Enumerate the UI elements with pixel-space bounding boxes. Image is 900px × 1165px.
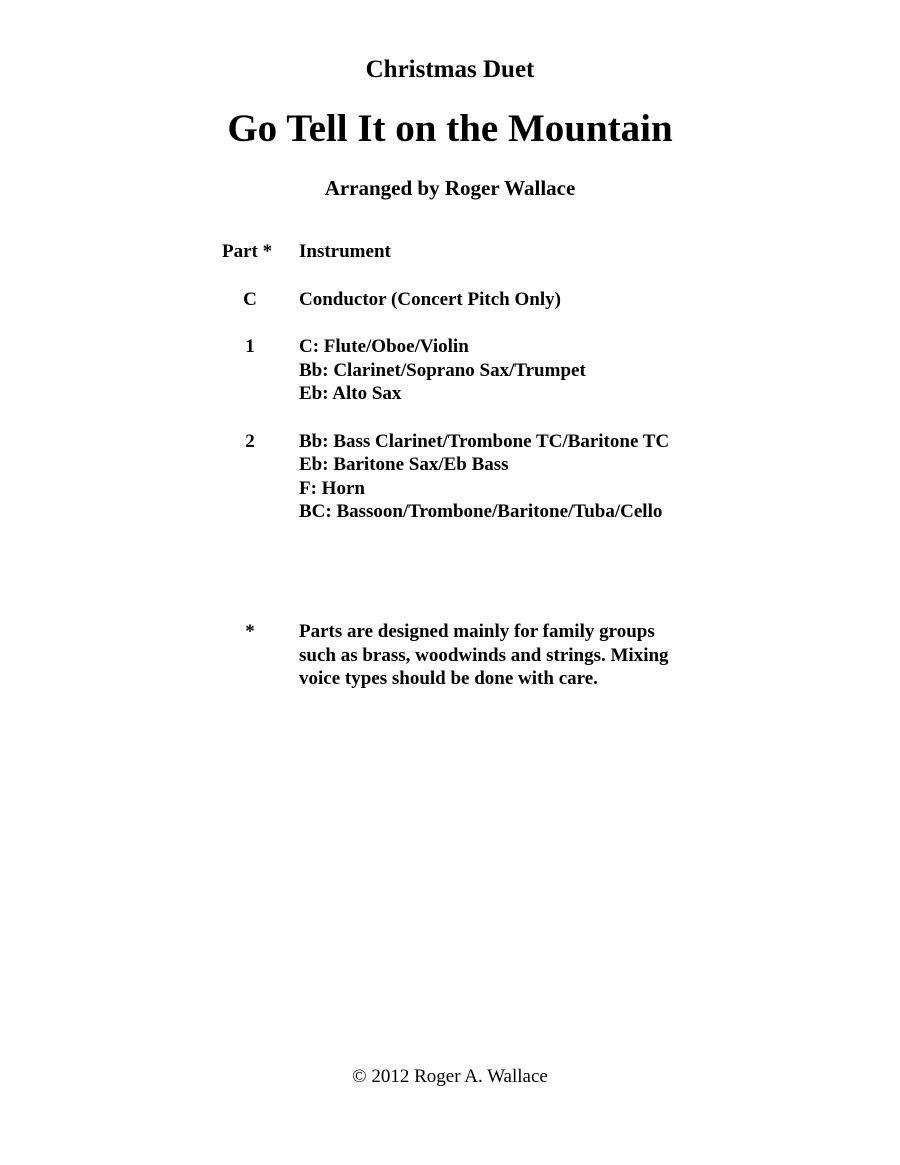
part-row-c [0,288,900,312]
part-label: C [243,288,257,310]
instrument-line: Eb: Alto Sax [299,383,402,404]
footnote-line: Parts are designed mainly for family groups [299,621,655,642]
part-column-header: Part * [222,241,273,262]
part-label: 1 [245,336,255,357]
arranger-credit: Arranged by Roger Wallace [324,176,576,200]
page-title: Go Tell It on the Mountain [227,107,673,150]
subtitle: Christmas Duet [365,56,535,83]
copyright: © 2012 Roger A. Wallace [352,1066,548,1087]
footnote [0,620,900,691]
instrument-line: Conductor (Concert Pitch Only) [299,288,561,310]
part-row-2 [0,430,900,524]
instrument-column-header: Instrument [299,241,391,262]
instrument-line: Bb: Clarinet/Soprano Sax/Trumpet [299,359,586,381]
instrument-line: Bb: Bass Clarinet/Trombone TC/Baritone TC [299,430,670,452]
footnote-line: voice types should be done with care. [299,668,598,689]
instrument-line: Eb: Baritone Sax/Eb Bass [299,454,509,475]
instrument-line: F: Horn [299,477,365,499]
parts-table [0,240,900,548]
instrument-line: BC: Bassoon/Trombone/Baritone/Tuba/Cello [299,501,663,522]
footnote-line: such as brass, woodwinds and strings. Mixing [299,644,669,666]
part-label: 2 [245,430,255,452]
instrument-line: C: Flute/Oboe/Violin [299,336,469,357]
footnote-mark: * [245,621,255,642]
parts-table-header [0,240,900,264]
part-row-1 [0,335,900,406]
